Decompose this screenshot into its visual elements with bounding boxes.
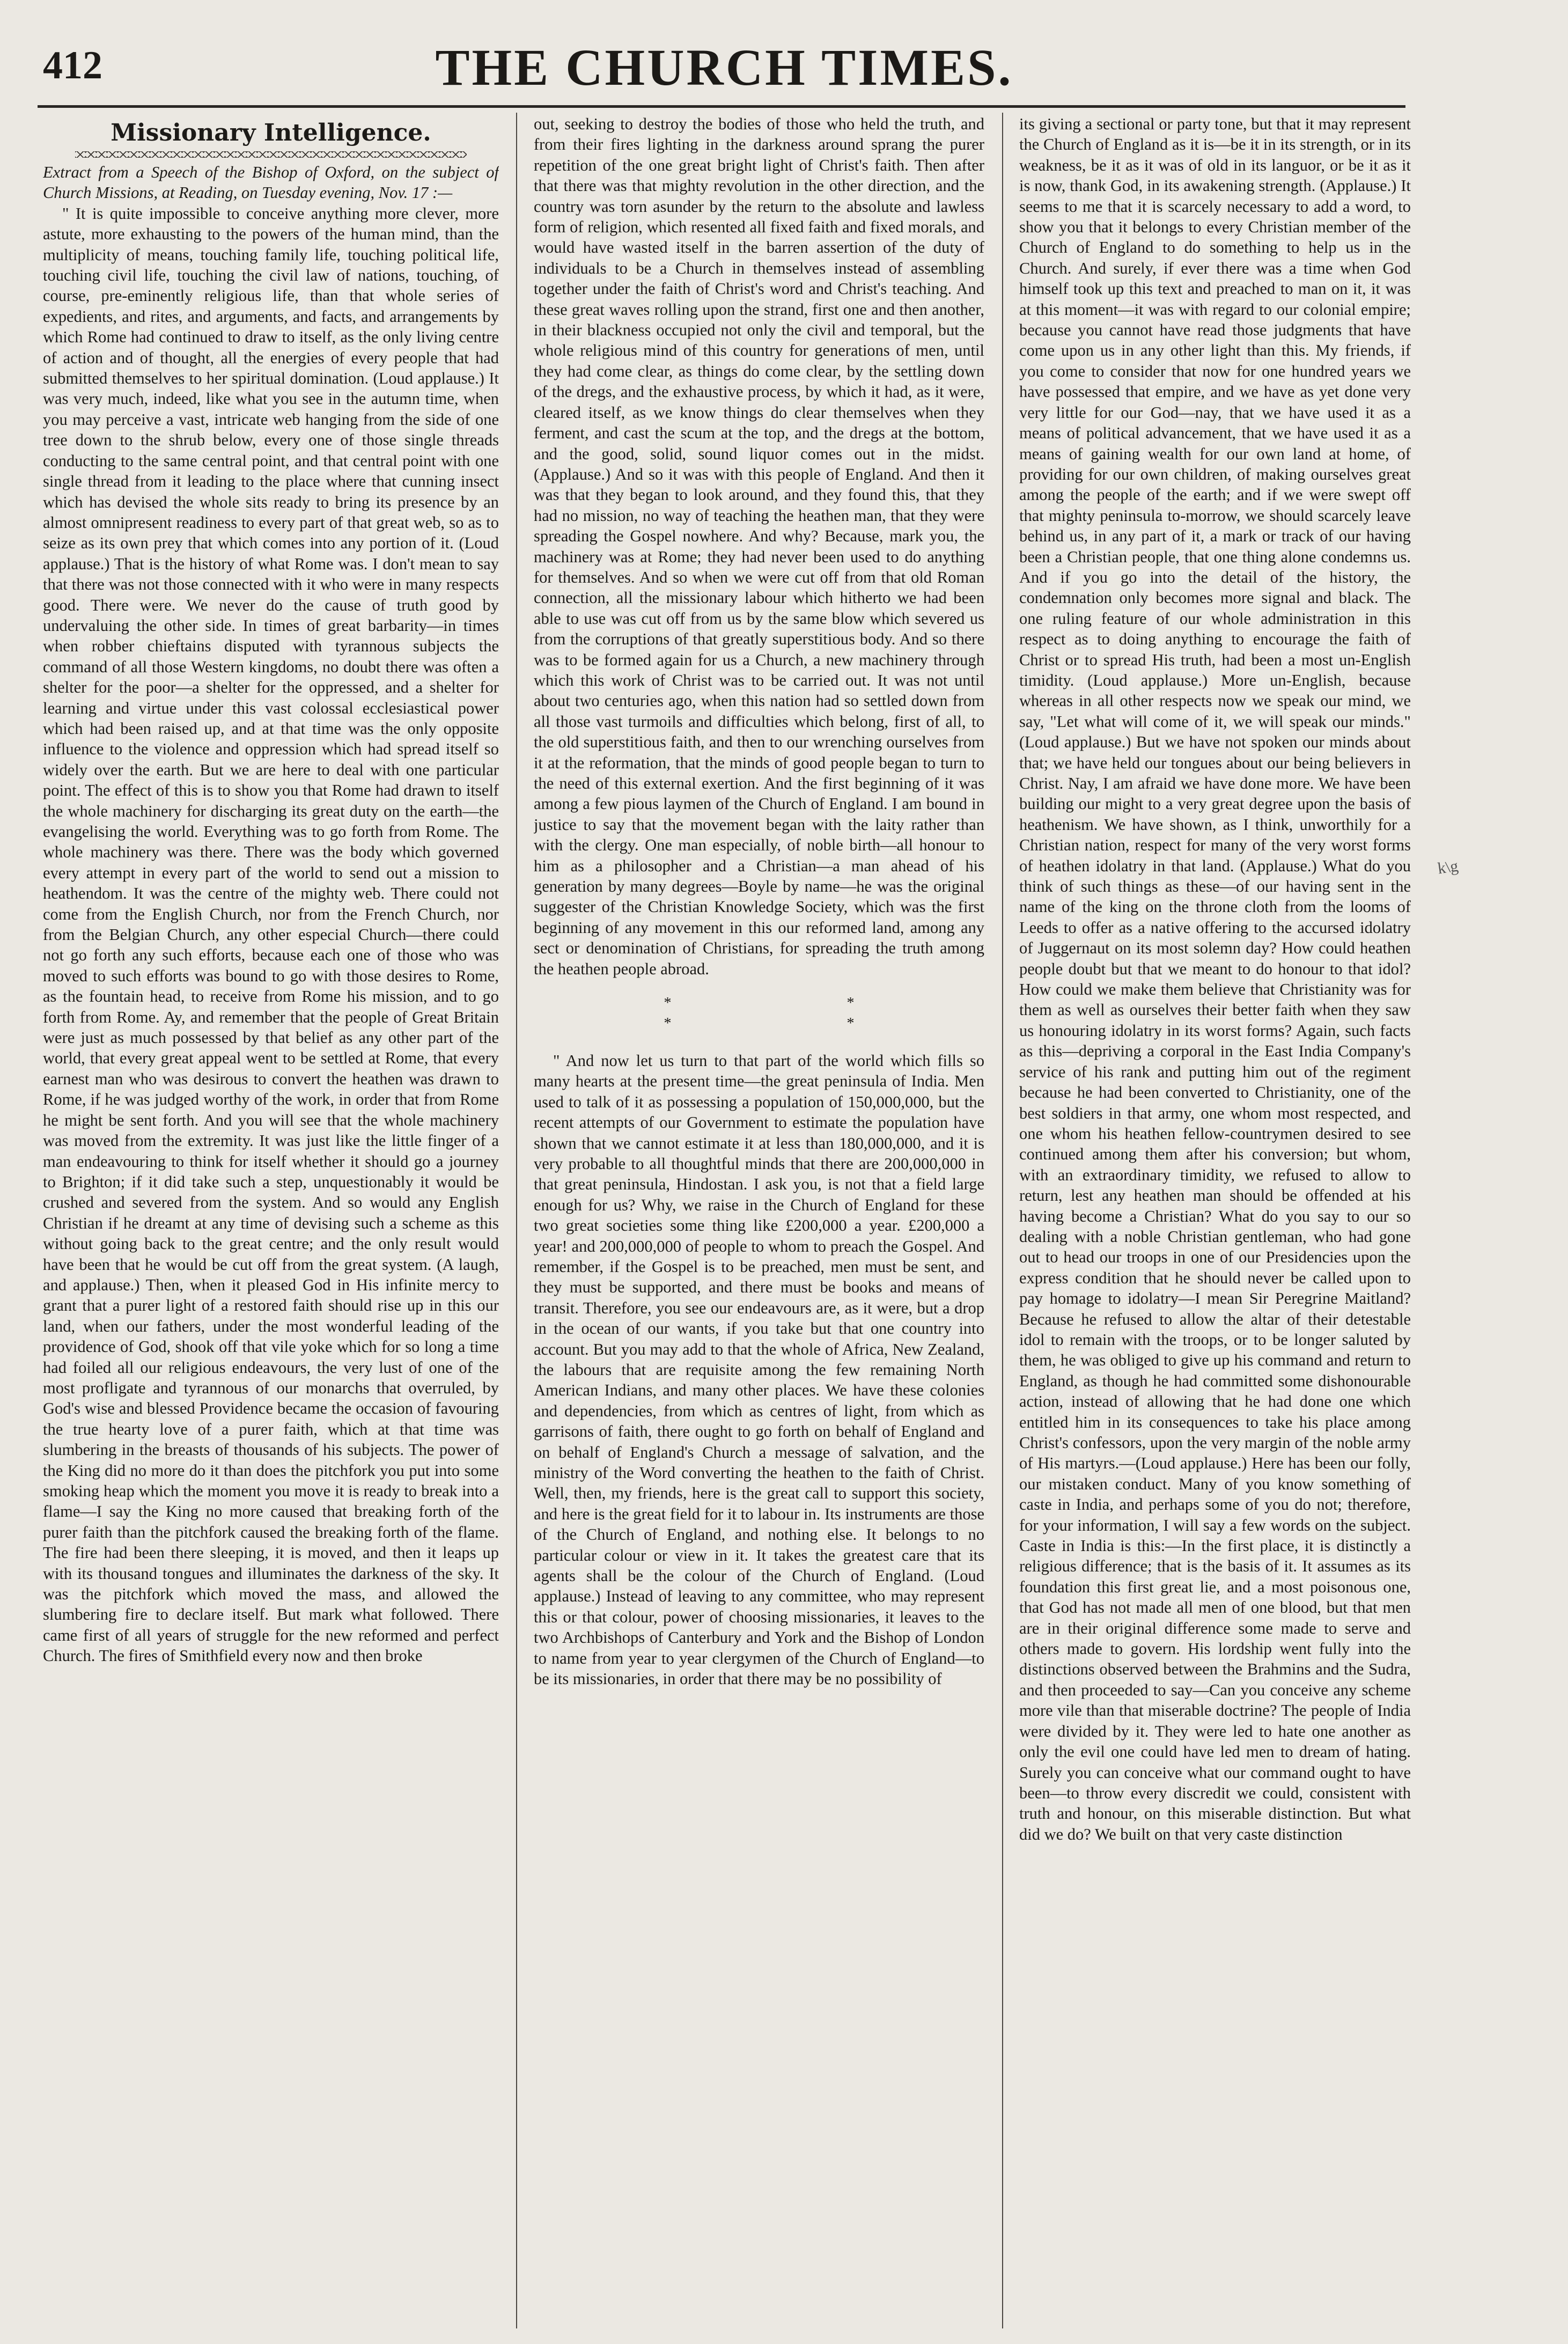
decorative-wavy-rule [75, 151, 467, 158]
column-divider [1002, 113, 1003, 2328]
column-1 [43, 114, 499, 2313]
column-3 [1019, 114, 1411, 2313]
column-2-paragraph: out, seeking to destroy the bodies of those who held the truth, and from their fires lighting in the darkness around sprang the purer repetition of the one great bright light of Christ's faith. Then after that there was that mighty revolution in the other direction, and the country was torn asunder by the return to the absolute and lawless form of religion, which resented all fixed faith and fixed morals, and would have wasted itself in the barren assertion of the duty of individuals to be a Church in themselves instead of assembling together under the faith of Christ's word and Christ's teaching. And these great waves rolling upon the strand, first one and then another, in their blackness occupied not only the civil and temporal, but the whole religious mind of this country for generations of men, until they had come clear, as things do come clear, by the settling down of the dregs, and the exhaustive process, by which it had, as it were, cleared itself, as we know things do clear themselves when they ferment, and cast the scum at the top, and the dregs at the bottom, and the good, solid, sound liquor comes out in the midst. (Applause.) And so it was with this people of England. And then it was that they began to look around, and they found this, that they had no mission, no way of teaching the heathen man, that they were spreading the Gospel nowhere. And why? Because, mark you, the machinery was at Rome; they had never been used to do anything for themselves. And so when we were cut off from that old Roman connection, all the missionary labour which hitherto we had been able to use was cut off from us by the same blow which severed us from the corruptions of that greatly superstitious body. And so there was to be formed again for us a Church, a new machinery through which this work of Christ was to be carried out. It was not until about two centuries ago, when this nation had so settled down from all those vast turmoils and difficulties which belong, first of all, to the old superstitious faith, and then to our wrenching ourselves from it at the reformation, that the minds of good people began to turn to the need of this external exertion. And the first beginning of it was among a few pious laymen of the Church of England. I am bound in justice to say that the movement began with the laity rather than with the clergy. One man especially, of noble birth—all honour to him as a philosopher and a Christian—a man ahead of his generation by many degrees—Boyle by name—he was the original suggester of the Christian Knowledge Society, which was the first beginning of any movement in this our reformed land, among any sect or denomination of Christians, for spreading the truth among the heathen people abroad. [534, 115, 984, 978]
column-2 [534, 114, 984, 2313]
column-divider [516, 113, 517, 2328]
section-title: Missionary Intelligence. [111, 119, 431, 146]
section-separator: * * * * [664, 995, 940, 1032]
column-3-paragraph: its giving a sectional or party tone, but that it may represent the Church of England as it is—be it in its strength, or in its weakness, be it as it was of old in its languor, or be it as it is now, thank God, in its awakening strength. (Applause.) It seems to me that it is scarcely necessary to add a word, to show you that it belongs to every Christian member of the Church of England to do something to help us in the Church. And surely, if ever there was a time when God himself took up this text and preached to man on it, it was at this moment—it was with regard to our colonial empire; because you cannot have read those judgments that have come upon us in any other light than this. My friends, if you come to consider that now for one hundred years we have possessed that empire, and we have as yet done very very little for our God—nay, that we have used it as a means of political advancement, that we have used it as a means of gaining wealth for our own land at home, of providing for our own children, of making ourselves great among the people of the earth; and if we were swept off that mighty peninsula to-morrow, we should scarcely leave behind us, in any part of it, a mark or track of our having been a Christian people, that one thing alone condemns us. And if you go into the detail of the history, the condemnation only becomes more signal and black. The one ruling feature of our whole administration in this respect as to doing anything to encourage the faith of Christ or to spread His truth, had been a most un-English timidity. (Loud applause.) More un-English, because whereas in all other respects now we speak our mind, we say, "Let what will come of it, we will speak our minds." (Loud applause.) But we have not spoken our minds about that; we have held our tongues about our being believers in Christ. Nay, I am afraid we have done more. We have been building our might to a very great degree upon the basis of heathenism. We have shown, as I think, unworthily for a Christian nation, respect for many of the very worst forms of heathen idolatry in that land. (Applause.) What do you think of such things as these—of our having sent in the name of the king on the throne cloth from the looms of Leeds to offer as a native offering to the accursed idolatry of Juggernaut on its most solemn day? How could heathen people doubt but that we meant to do honour to that idol? How could we make them believe that Christianity was for them as well as ourselves their better faith when they saw us honouring idolatry in its worst forms? Again, such facts as this—depriving a corporal in the East India Company's service of his rank and putting him out of the regiment because he had been converted to Christianity, one of the best soldiers in that army, one whom most respected, and one whom his heathen fellow-countrymen desired to see continued among them after his conversion; but whom, with an extraordinary timidity, we refused to allow to return, lest any heathen man should be offended at his having become a Christian? What do you say to our so dealing with a noble Christian gentleman, who had gone out to head our troops in one of our Presidencies upon the express condition that he should never be called upon to pay homage to idolatry—I mean Sir Peregrine Maitland? Because he refused to allow the altar of their detestable idol to remain with the troops, or to be longer saluted by them, he was obliged to give up his command and return to England, as though he had committed some dishonourable action, instead of allowing that he had done one which entitled him in its consequences to take his place among Christ's confessors, upon the very margin of the noble army of His martyrs.—(Loud applause.) Here has been our folly, our mistaken conduct. Many of you know something of caste in India, and perhaps some of you do not; therefore, for your information, I will say a few words on the subject. Caste in India is this:—In the first place, it is distinctly a religious difference; that is the basis of it. It assumes as its foundation this first great lie, and a most poisonous one, that God has not made all men of one blood, but that men are in their original difference some made to serve and others made to govern. His lordship went fully into the distinctions observed between the Brahmins and the Sudra, and then proceeded to say—Can you conceive any scheme more vile than that miserable doctrine? The people of India were divided by it. They were led to hate one another as only the evil one could have led men to dream of hating. Surely you can conceive what our command ought to have been—to throw every discredit we could, consistent with truth and honour, on this miserable distinction. But what did we do? We built on that very caste distinction [1019, 115, 1411, 1843]
masthead-title: THE CHURCH TIMES. [435, 39, 1013, 96]
header-rule [38, 105, 1405, 108]
page-header [43, 38, 1405, 102]
column-1-paragraph: " It is quite impossible to conceive anything more clever, more astute, more exhausting to the powers of the human mind, than the multiplicity of means, touching family life, touching political life, touching civil life, touching the civil law of nations, touching, of course, pre-eminently religious life, than that whole series of expedients, and rites, and arguments, and facts, and arrangements by which Rome had continued to draw to itself, as the only living centre of action and of thought, all the energies of every people that had submitted themselves to her spiritual domination. (Loud applause.) It was very much, indeed, like what you see in the autumn time, when you may perceive a vast, intricate web hanging from the side of one tree down to the shrub below, every one of those single threads conducting to the same central point, and that central point with one single thread from it leading to the place where that cunning insect which has devised the whole sits ready to bring its presence by an almost omnipresent readiness to every part of that great web, so as to seize as its own prey that which comes into any portion of it. (Loud applause.) That is the history of what Rome was. I don't mean to say that there was not those connected with it who were in many respects good. There were. We never do the cause of truth good by undervaluing the other side. In times of great barbarity—in times when robber chieftains disputed with tyrannous subjects the command of all those Western kingdoms, no doubt there was often a shelter for the poor—a shelter for the oppressed, and a shelter for learning and virtue under this vast colossal ecclesiastical power which had been raised up, and at that time was the only opposite influence to the violence and oppression which had spread itself so widely over the earth. But we are here to deal with one particular point. The effect of this is to show you that Rome had drawn to itself the whole machinery for discharging its great duty on the earth—the evangelising the world. Everything was to go forth from Rome. The whole machinery was there. There was the body which governed every attempt in every part of the world to send out a mission to heathendom. It was the centre of the mighty web. There could not come from the English Church, nor from the French Church, nor from the Belgian Church, any other especial Church—there could not go forth any such efforts, because each one of those who was moved to such efforts was bound to go with those desires to Rome, as the fountain head, to receive from Rome his mission, and to go forth from Rome. Ay, and remember that the people of Great Britain were just as much possessed by that belief as any other part of the world, that every great appeal went to be settled at Rome, that every earnest man who was desirous to convert the heathen was drawn to Rome, if he was judged worthy of the work, in order that from Rome he might be sent forth. And you will see that the whole machinery was moved from the extremity. It was just like the little finger of a man endeavouring to think for itself whether it should go a journey to Brighton; if it did take such a step, unquestionably it would be crushed and severed from the system. And so would any English Christian if he dreamt at any time of devising such a scheme as this without going back to the great centre; and the only result would have been that he would be cut off from the great system. (A laugh, and applause.) Then, when it pleased God in His infinite mercy to grant that a purer light of a restored faith should rise up in this our land, when our fathers, under the most wonderful leading of the providence of God, shook off that vile yoke which for so long a time had foiled all our religious endeavours, the very lust of one of the most profligate and tyrannous of our monarchs that overruled, by God's wise and blessed Providence became the occasion of favouring the true hearty love of a purer faith, which at that time was slumbering in the breasts of thousands of his subjects. The power of the King did no more do it than does the pitchfork you put into some smoking heap which the moment you move it is ready to break into a flame—I say the King no more caused that breaking forth of the purer faith than the pitchfork caused the breaking forth of the flame. The fire had been there sleeping, it is moved, and then it leaps up with its thousand tongues and illuminates the darkness of the sky. It was the pitchfork which moved the mass, and allowed the slumbering fire to declare itself. But mark what followed. There came first of all years of struggle for the new reformed and perfect Church. The fires of Smithfield every now and then broke [43, 204, 499, 1665]
column-2-paragraph: " And now let us turn to that part of the world which fills so many hearts at the present time—the great peninsula of India. Men used to talk of it as possessing a population of 150,000,000, but the recent attempts of our Government to estimate the population have shown that we cannot estimate it at less than 180,000,000, and it is very probable to all thoughtful minds that there are 200,000,000 in that great peninsula, Hindostan. I ask you, is not that a field large enough for us? Why, we raise in the Church of England for these two great societies some thing like £200,000 a year. £200,000 a year! and 200,000,000 of people to whom to preach the Gospel. And remember, if the Gospel is to be preached, men must be sent, and they must be supported, and there must be books and means of transit. Therefore, you see our endeavours are, as it were, but a drop in the ocean of our wants, if you take but that one country into account. But you may add to that the whole of Africa, New Zealand, the labours that are requisite among the few remaining North American Indians, and many other places. We have these colonies and dependencies, from which as centres of light, from which as garrisons of faith, there ought to go forth on behalf of England and on behalf of England's Church a message of salvation, and the ministry of the Word converting the heathen to the faith of Christ. Well, then, my friends, here is the great call to support this society, and here is the great field for it to labour in. Its instruments are those of the Church of England, and nothing else. It belongs to no particular colour or view in it. It takes the greatest care that its agents shall be the colour of the Church of England. (Loud applause.) Instead of leaving to any committee, who may represent this or that colour, power of choosing missionaries, it leaves to the two Archbishops of Canterbury and York and the Bishop of London to name from year to year clergymen of the Church of England—to be its missionaries, in order that there may be no possibility of [534, 1051, 984, 1688]
page-number: 412 [43, 43, 102, 87]
article-intro: Extract from a Speech of the Bishop of Oxford, on the subject of Church Missions, at Reading, on Tuesday evening, Nov. 17 :— [43, 163, 499, 202]
margin-mark: k\g [1436, 857, 1460, 878]
